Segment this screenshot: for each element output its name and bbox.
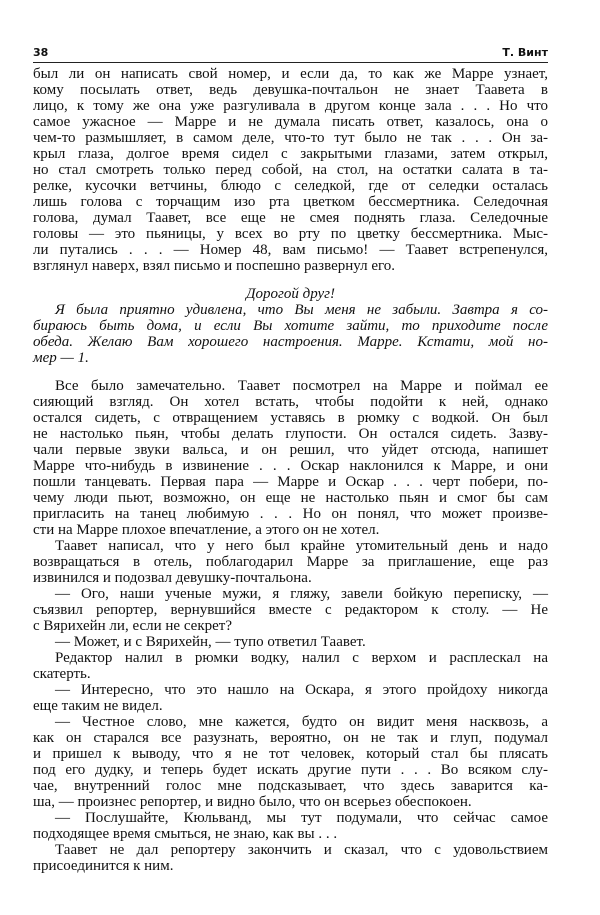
letter-line: обеда. Желаю Вам хорошего настроения. Марре. Кстати, мой но- <box>33 334 548 350</box>
text-line: сияющий взгляд. Он хотел встать, чтобы подойти к ней, однако <box>33 394 548 410</box>
letter-line: Я была приятно удивлена, что Вы меня не забыли. Завтра я со- <box>55 302 548 318</box>
running-author: Т. Винт <box>502 46 548 59</box>
text-line: скатерть. <box>33 666 91 682</box>
text-line: головы — это пьяницы, у всех во рту по цветку бессмертника. Мыс- <box>33 226 548 242</box>
text-before-letter <box>33 66 548 274</box>
text-line: голова, думал Таавет, все еще не смея поднять глаза. Селедочные <box>33 210 548 226</box>
text-line: но стал смотреть только перед собой, на стол, на остатки салата в та- <box>33 162 548 178</box>
paragraph <box>33 650 548 682</box>
text-line: — Может, и с Вярихейн, — тупо ответил Таавет. <box>55 634 366 650</box>
text-line: подходящее время смыться, не знаю, как вы . . . <box>33 826 338 842</box>
text-line: Таавет написал, что у него был крайне утомительный день и надо <box>55 538 548 554</box>
text-line: был ли он написать свой номер, и если да, то как же Марре узнает, <box>33 66 548 82</box>
paragraph <box>33 634 548 650</box>
text-line: лишь голова с торчащим изо рта цветком бессмертника. Селедочная <box>33 194 548 210</box>
running-header <box>33 44 548 63</box>
text-line: ша, — произнес репортер, и видно было, что он всерьез обеспокоен. <box>33 794 472 810</box>
text-line: крыл глаза, долгое время сидел с закрытыми глазами, затем открыл, <box>33 146 548 162</box>
paragraph <box>33 714 548 810</box>
text-line: — Честное слово, мне кажется, будто он видит меня насквозь, а <box>55 714 548 730</box>
text-line: как он старался все разузнать, вероятно, он не так и глуп, подумал <box>33 730 548 746</box>
text-line: взглянул наверх, взял письмо и поспешно развернул его. <box>33 258 396 274</box>
text-line: чали первые звуки вальса, и он решил, что уйдет отсюда, напишет <box>33 442 548 458</box>
text-line: кому посылать ответ, ведь девушка-почтальон не знает Таавета в <box>33 82 548 98</box>
text-line: чае, внутренний голос мне подсказывает, что здесь заварится ка- <box>33 778 548 794</box>
letter-salutation: Дорогой друг! <box>245 286 336 302</box>
text-line: чем-то размышляет, в самом деле, что-то тут было не так . . . Он за- <box>33 130 548 146</box>
text-line: ли путались . . . — Номер 48, вам письмо! — Таавет встрепенулся, <box>33 242 548 258</box>
paragraph <box>33 586 548 634</box>
page-number: 38 <box>33 46 49 59</box>
spacer <box>33 366 548 378</box>
text-line: сти на Марре плохое впечатление, а этого он не хотел. <box>33 522 380 538</box>
text-line: релке, кусочки ветчины, блюдо с селедкой, где от селедки осталась <box>33 178 548 194</box>
text-line: извинился и подозвал девушку-почтальона. <box>33 570 312 586</box>
paragraph <box>33 842 548 874</box>
text-line: Все было замечательно. Таавет посмотрел на Марре и поймал ее <box>55 378 548 394</box>
text-after-letter <box>33 378 548 874</box>
paragraph <box>33 66 548 274</box>
text-line: съязвил репортер, вернувшийся вместе с редактором к столу. — Не <box>33 602 548 618</box>
text-line: самое ужасное — Марре и не думала писать ответ, казалось, она о <box>33 114 548 130</box>
letter-text <box>33 302 548 366</box>
text-line: еще таким не видел. <box>33 698 163 714</box>
paragraph <box>33 810 548 842</box>
text-line: — Интересно, что это нашло на Оскара, я этого пройдоху никогда <box>55 682 548 698</box>
text-line: остался сидеть, с отвращением уставясь в рюмку с водкой. Он был <box>33 410 548 426</box>
letter-line: мер — 1. <box>33 350 89 366</box>
text-line: пригласить на танец любимую . . . Но он понял, что может произве- <box>33 506 548 522</box>
text-line: под его дудку, и теперь будет искать другие пути . . . Во всяком слу- <box>33 762 548 778</box>
text-line: с Вярихейн ли, если не секрет? <box>33 618 232 634</box>
text-line: Марре что-нибудь в извинение . . . Оскар наклонился к Марре, и они <box>33 458 548 474</box>
paragraph <box>33 378 548 538</box>
text-line: присоединится к ним. <box>33 858 174 874</box>
text-line: лицо, к тому же она уже разгуливала в другом конце зала . . . Но что <box>33 98 548 114</box>
text-line: чему люди пьют, возможно, он еще не настолько пьян и смог бы сам <box>33 490 548 506</box>
text-line: пошли танцевать. Первая пара — Марре и Оскар . . . черт побери, по- <box>33 474 548 490</box>
paragraph <box>33 538 548 586</box>
paragraph <box>33 682 548 714</box>
page-body <box>33 66 548 874</box>
text-line: Редактор налил в рюмки водку, налил с верхом и расплескал на <box>55 650 548 666</box>
text-line: не настолько пьян, чтобы делать глупости. Он остался сидеть. Зазву- <box>33 426 548 442</box>
text-line: и пришел к выводу, что я не тот человек, который стал бы плясать <box>33 746 548 762</box>
letter-line: бираюсь быть дома, и если Вы хотите зайти, то приходите после <box>33 318 548 334</box>
text-line: — Ого, наши ученые мужи, я гляжу, завели бойкую переписку, — <box>55 586 548 602</box>
text-line: Таавет не дал репортеру закончить и сказал, что с удовольствием <box>55 842 548 858</box>
text-line: возвращаться в отель, поблагодарил Марре за приглашение, еще раз <box>33 554 548 570</box>
text-line: — Послушайте, Кюльванд, мы тут подумали, что сейчас самое <box>55 810 548 826</box>
